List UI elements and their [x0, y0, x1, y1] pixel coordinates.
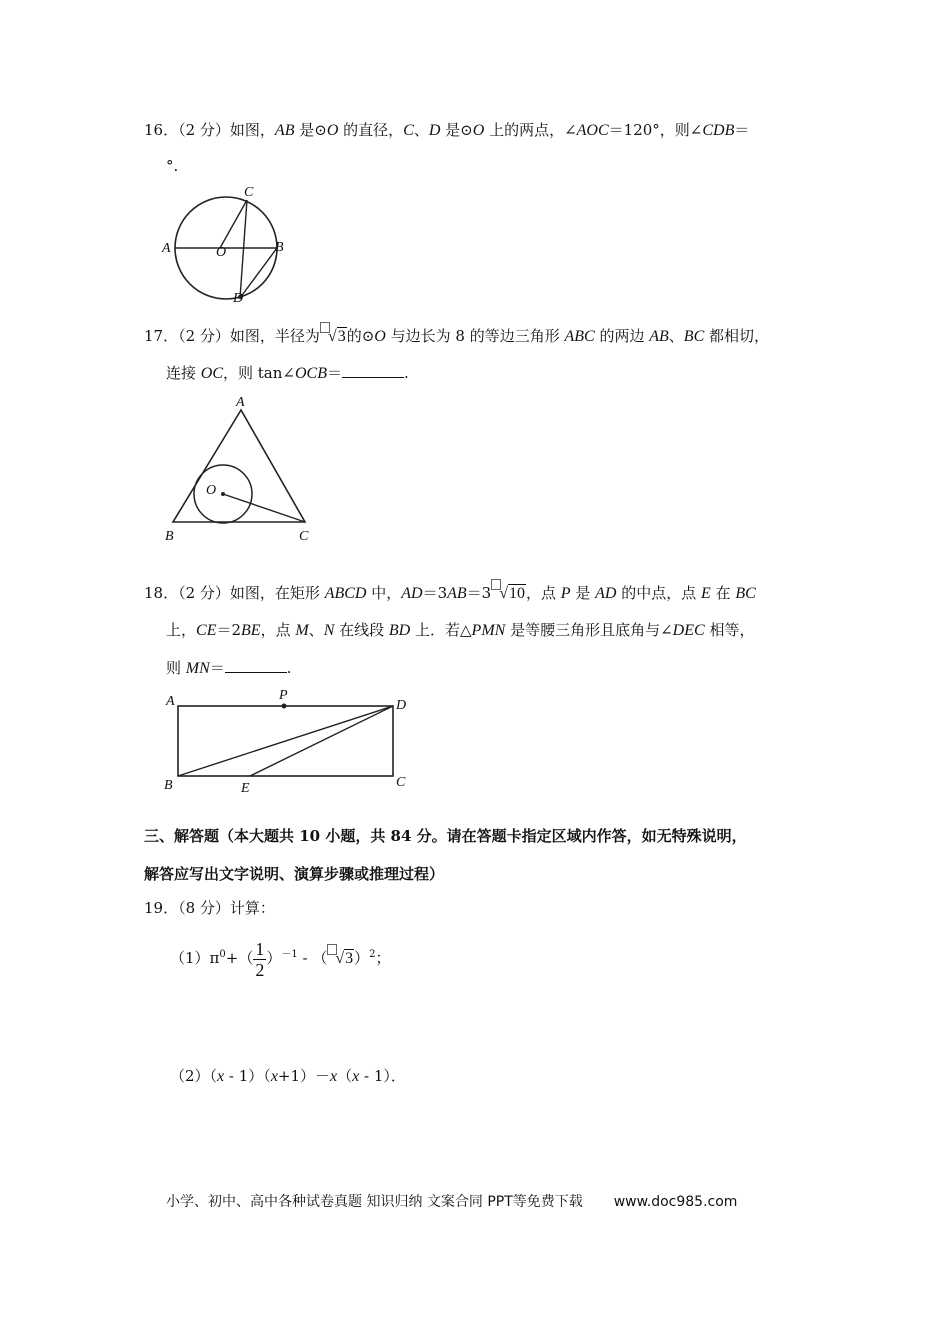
math-var: BD: [388, 622, 411, 639]
text: +1）－: [277, 1067, 331, 1085]
label-a: A: [162, 241, 171, 256]
text: ，点: [526, 584, 561, 602]
math-var: AOC: [576, 122, 609, 139]
segment-cd: [240, 200, 247, 298]
label-d: D: [233, 291, 244, 306]
text: 如图，半径为: [229, 327, 320, 345]
math-var: CDB: [702, 122, 735, 139]
footer: [166, 1192, 737, 1212]
math-var: PMN: [471, 622, 506, 639]
math-var: x: [270, 1068, 278, 1085]
text: 是: [570, 584, 596, 602]
answer-blank: [225, 658, 287, 673]
math-var: P: [560, 585, 571, 602]
text: 在线段: [334, 621, 389, 639]
math-var: E: [700, 585, 711, 602]
question-score: （2 分）: [178, 327, 230, 345]
text: 在: [710, 584, 736, 602]
footer-text: 小学、初中、高中各种试卷真题 知识归纳 文案合同 PPT等免费下载: [166, 1194, 583, 1210]
text: ＝: [209, 659, 225, 677]
math-var: BC: [735, 585, 756, 602]
q18-line1: [144, 583, 756, 604]
text: 计算：: [229, 899, 275, 917]
text: 都相切，: [704, 327, 770, 345]
label-b: B: [164, 778, 173, 793]
math-var: x: [330, 1068, 338, 1085]
text: ）: [266, 949, 282, 967]
text: °.: [166, 157, 179, 175]
point-p-dot: [282, 704, 287, 709]
q18-line3: [166, 658, 292, 679]
text: ＝: [734, 121, 750, 139]
placeholder-box-icon: [491, 579, 501, 590]
text: 如图，: [229, 121, 275, 139]
math-var: AD: [595, 585, 617, 602]
text: （1）π: [170, 949, 220, 967]
text: 、: [668, 327, 684, 345]
fraction-numerator: 1: [255, 938, 265, 959]
question-score: （2 分）: [178, 121, 230, 139]
math-var: N: [323, 622, 335, 639]
segment-ed: [250, 706, 393, 776]
math-var: O: [326, 122, 339, 139]
text: ＝: [326, 364, 342, 382]
math-var: M: [295, 622, 309, 639]
fraction-one-half: [253, 939, 266, 980]
text: 与边长为 8 的等边三角形: [385, 327, 565, 345]
text: .: [286, 659, 292, 677]
math-var: ABC: [564, 328, 595, 345]
math-var: AD: [401, 585, 423, 602]
text: - 1）．: [359, 1067, 406, 1085]
text: 、: [308, 621, 324, 639]
q16-circle-figure: [160, 180, 295, 310]
text: 的中点，点: [616, 584, 701, 602]
text: 如图，在矩形: [229, 584, 325, 602]
math-var: BE: [241, 622, 261, 639]
label-a: A: [236, 395, 245, 410]
placeholder-box-icon: [320, 322, 330, 333]
label-o: O: [216, 245, 227, 260]
text: ，则 tan∠: [223, 364, 295, 382]
section-heading-line2: 解答应写出文字说明、演算步骤或推理过程）: [144, 865, 445, 883]
text: 连接: [166, 364, 201, 382]
label-b: B: [275, 240, 284, 255]
math-var: DEC: [672, 622, 705, 639]
math-var: D: [428, 122, 441, 139]
text: 中，: [366, 584, 402, 602]
math-var: x: [217, 1068, 225, 1085]
footer-site-link[interactable]: www.doc985.com: [613, 1194, 738, 1210]
text: ＝3: [422, 584, 448, 602]
section-heading-line1: 三、解答题（本大题共 10 小题，共 84 分。请在答题卡指定区域内作答，如无特殊说明，: [144, 827, 747, 845]
math-var: x: [352, 1068, 360, 1085]
math-var: BC: [683, 328, 705, 345]
question-number: 19．: [144, 899, 179, 917]
question-score: （8 分）: [178, 899, 230, 917]
text: 是等腰三角形且底角与∠: [505, 621, 673, 639]
text: 、: [413, 121, 429, 139]
text: 则: [166, 659, 186, 677]
text: .: [404, 364, 409, 382]
text: ，点: [260, 621, 296, 639]
text: （2）（: [170, 1067, 218, 1085]
label-b: B: [165, 529, 174, 544]
segment-oc: [220, 200, 247, 248]
segment-db: [240, 248, 277, 298]
q19-line1: [144, 898, 275, 918]
text: ＝2: [216, 621, 242, 639]
exponent: －1: [281, 949, 298, 960]
text: ；: [375, 949, 391, 967]
text: 相等，: [704, 621, 755, 639]
math-var: AB: [649, 328, 669, 345]
label-c: C: [396, 775, 406, 790]
exponent: 0: [219, 949, 226, 960]
question-number: 16．: [144, 121, 179, 139]
q19-part1: [170, 935, 391, 980]
text: 是⊙: [294, 121, 327, 139]
text: 的直径，: [338, 121, 404, 139]
question-score: （2 分）: [178, 584, 230, 602]
label-o: O: [206, 483, 217, 498]
text: ＝3: [466, 584, 492, 602]
math-var: OCB: [294, 365, 327, 382]
text: - 1）（: [224, 1067, 271, 1085]
math-var: O: [472, 122, 485, 139]
answer-blank: [342, 363, 404, 378]
math-var: AB: [274, 122, 295, 139]
text: +（: [225, 949, 254, 967]
q18-rectangle-figure: [160, 685, 420, 800]
label-e: E: [241, 781, 250, 796]
question-number: 18．: [144, 584, 179, 602]
radicand: 10: [509, 585, 525, 602]
text: 上．若△: [410, 621, 472, 639]
q16-line2: [166, 156, 178, 176]
segment-oc: [223, 494, 305, 522]
text: ）: [354, 949, 370, 967]
text: 是⊙: [440, 121, 473, 139]
radicand: 3: [337, 328, 346, 345]
exponent: 2: [369, 949, 376, 960]
math-var: CE: [196, 622, 217, 639]
placeholder-box-icon: [327, 944, 337, 955]
math-var: OC: [200, 365, 224, 382]
math-var: MN: [185, 660, 210, 677]
center-o-dot: [221, 492, 225, 496]
q16-line1: [144, 120, 749, 141]
q17-line2: [166, 363, 409, 384]
q19-part2: [170, 1066, 406, 1087]
text: 的⊙: [346, 327, 375, 345]
triangle-abc: [173, 410, 305, 522]
fraction-denominator: 2: [255, 959, 265, 980]
q18-line2: [166, 620, 754, 641]
math-var: O: [374, 328, 386, 345]
text: ＝120°，则∠: [608, 121, 703, 139]
math-var: C: [403, 122, 414, 139]
label-p: P: [279, 688, 288, 703]
math-var: ABCD: [324, 585, 367, 602]
text: 上，: [166, 621, 197, 639]
label-d: D: [396, 698, 407, 713]
label-a: A: [166, 694, 175, 709]
radicand: 3: [345, 950, 354, 967]
q17-triangle-figure: [160, 390, 320, 550]
label-c: C: [244, 185, 254, 200]
text: 的两边: [594, 327, 650, 345]
question-number: 17．: [144, 327, 179, 345]
text: 上的两点，∠: [484, 121, 577, 139]
segment-bd: [178, 706, 393, 776]
q17-line1: [144, 326, 769, 347]
math-var: AB: [447, 585, 467, 602]
sqrt-expression: √3: [320, 327, 347, 347]
sqrt-expression: √10: [491, 584, 526, 604]
text: （: [337, 1067, 353, 1085]
sqrt-expression: √3: [327, 939, 354, 979]
text: - （: [297, 949, 328, 967]
label-c: C: [299, 529, 309, 544]
